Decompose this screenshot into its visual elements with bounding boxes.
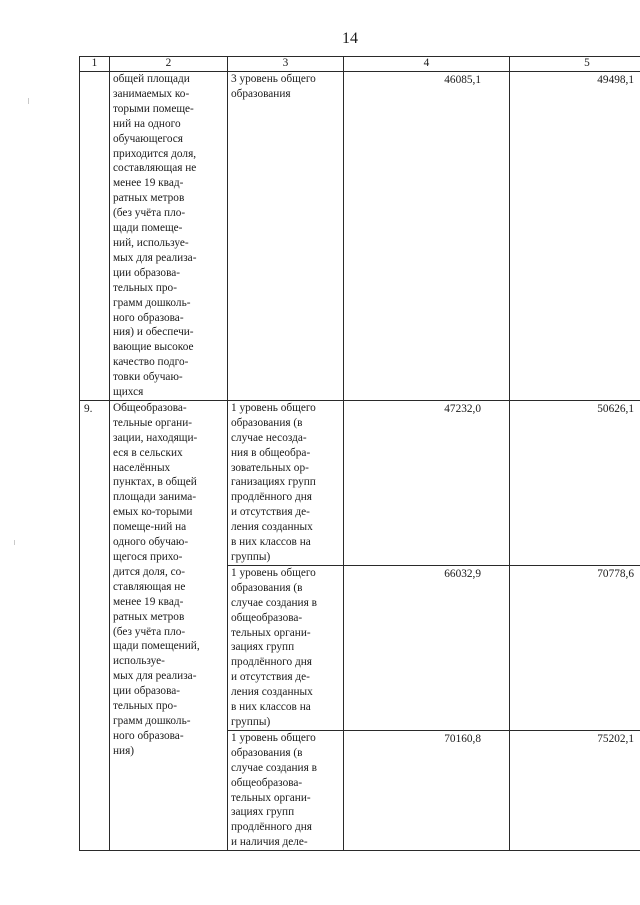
text-line: щегося прихо- [113,551,183,563]
text-line: ции образова- [113,685,181,698]
text-line: пунктах, в общей [113,476,197,489]
value-col-4: 47232,0 [344,400,510,565]
text-line: образования (в [231,416,303,429]
text-line: и отсутствия де- [231,506,310,519]
text-line: тельных органи- [231,791,311,804]
value-col-4: 70160,8 [344,730,510,850]
text-line: дится доля, со- [113,565,186,578]
text-line: (без учёта пло- [113,625,186,638]
value-col-5: 49498,1 [510,72,640,401]
page-number: 14 [342,30,358,47]
text-line: в них классов на [231,536,311,549]
text-line: щихся [113,386,144,399]
text-line: случае создания в [231,761,317,774]
text-line: группы) [231,551,271,563]
text-line: общеобразова- [231,776,303,789]
text-line: зациях групп [231,641,295,654]
text-line: тельных про- [113,700,177,713]
education-level-cell [228,400,344,565]
text-line: товки обучаю- [113,371,183,384]
text-line: зации, находящи- [113,431,198,444]
text-line: обучающегося [113,132,183,145]
indicator-description-cell [110,72,228,401]
text-line: случае несозда- [231,431,307,444]
text-line: торыми помеще- [113,102,194,115]
text-line: тельных органи- [231,626,311,639]
text-line: составляющая не [113,162,197,175]
text-line: качество подго- [113,356,189,369]
text-line: ния) и обеспечи- [113,326,194,339]
text-line: зовательных ор- [231,461,309,474]
value-col-5: 70778,6 [510,565,640,730]
header-col-5: 5 [510,57,640,72]
text-line: менее 19 квад- [113,177,184,190]
text-line: ного образова- [113,311,184,324]
value-col-5: 50626,1 [510,400,640,565]
text-line: мых для реализа- [113,670,197,683]
text-line: 1 уровень общего [231,566,316,579]
text-line: щади помеще- [113,222,183,235]
text-line: и наличия деле- [231,836,308,849]
education-level-cell [228,730,344,850]
table-row-continued [80,72,640,401]
text-line: группы) [231,715,271,728]
table-row-9-sub-1 [80,400,640,565]
text-line: общей площади [113,73,190,85]
header-col-2: 2 [110,57,228,72]
value-col-4: 66032,9 [344,565,510,730]
header-col-4: 4 [344,57,510,72]
text-line: случае создания в [231,596,317,609]
text-line: еся в сельских [113,446,183,459]
text-line: щади помещений, [113,640,200,653]
header-col-1: 1 [80,57,110,72]
text-line: ния в общеобра- [231,446,311,459]
data-table [79,56,640,851]
value-col-5: 75202,1 [510,730,640,850]
value-col-4: 46085,1 [344,72,510,401]
text-line: в них классов на [231,701,311,714]
text-line: 1 уровень общего [231,401,316,414]
row-index-cell: 9. [80,400,110,850]
text-line: ратных метров [113,610,185,623]
scan-speck [28,98,29,104]
header-col-3: 3 [228,57,344,72]
text-line: ного образова- [113,729,184,742]
text-line: используе- [113,655,165,668]
text-line: помеще-ний на [113,521,187,534]
text-line: 1 уровень общего [231,731,316,744]
education-level-cell [228,72,344,401]
text-line: продлённого дня [231,821,312,834]
text-line: ний, используе- [113,236,189,249]
text-line: образования (в [231,746,303,759]
text-line: образования (в [231,581,303,594]
text-line: ганизациях групп [231,476,316,489]
text-line: ления созданных [231,521,313,534]
text-line: ний на одного [113,117,181,130]
text-line: мых для реализа- [113,251,197,264]
text-line: приходится доля, [113,147,197,160]
text-line: (без учёта пло- [113,207,186,220]
text-line: общеобразова- [231,611,303,624]
text-line: населённых [113,461,171,474]
row-index-cell [80,72,110,401]
text-line: одного обучаю- [113,536,189,549]
text-line: грамм дошколь- [113,296,191,309]
text-line: ления созданных [231,686,313,699]
text-line: площади занима- [113,491,197,504]
text-line: и отсутствия де- [231,671,310,684]
text-line: 3 уровень общего [231,73,316,85]
text-line: зациях групп [231,806,295,819]
text-line: ции образова- [113,266,181,279]
text-line: занимаемых ко- [113,87,190,100]
text-line: ставляющая не [113,580,186,593]
text-line: тельных про- [113,281,177,294]
text-line: ратных метров [113,192,185,205]
text-line: ния) [113,744,135,757]
text-line: грамм дошколь- [113,714,191,727]
scan-speck [14,540,15,545]
text-line: вающие высокое [113,341,194,354]
data-table-frame [79,56,634,851]
text-line: емых ко-торыми [113,506,193,519]
education-level-cell [228,565,344,730]
text-line: образования [231,87,291,100]
indicator-description-cell [110,400,228,850]
text-line: Общеобразова- [113,401,187,414]
text-line: тельные органи- [113,416,193,429]
table-header-row [80,57,640,72]
text-line: продлённого дня [231,656,312,669]
text-line: менее 19 квад- [113,595,184,608]
text-line: продлённого дня [231,491,312,504]
